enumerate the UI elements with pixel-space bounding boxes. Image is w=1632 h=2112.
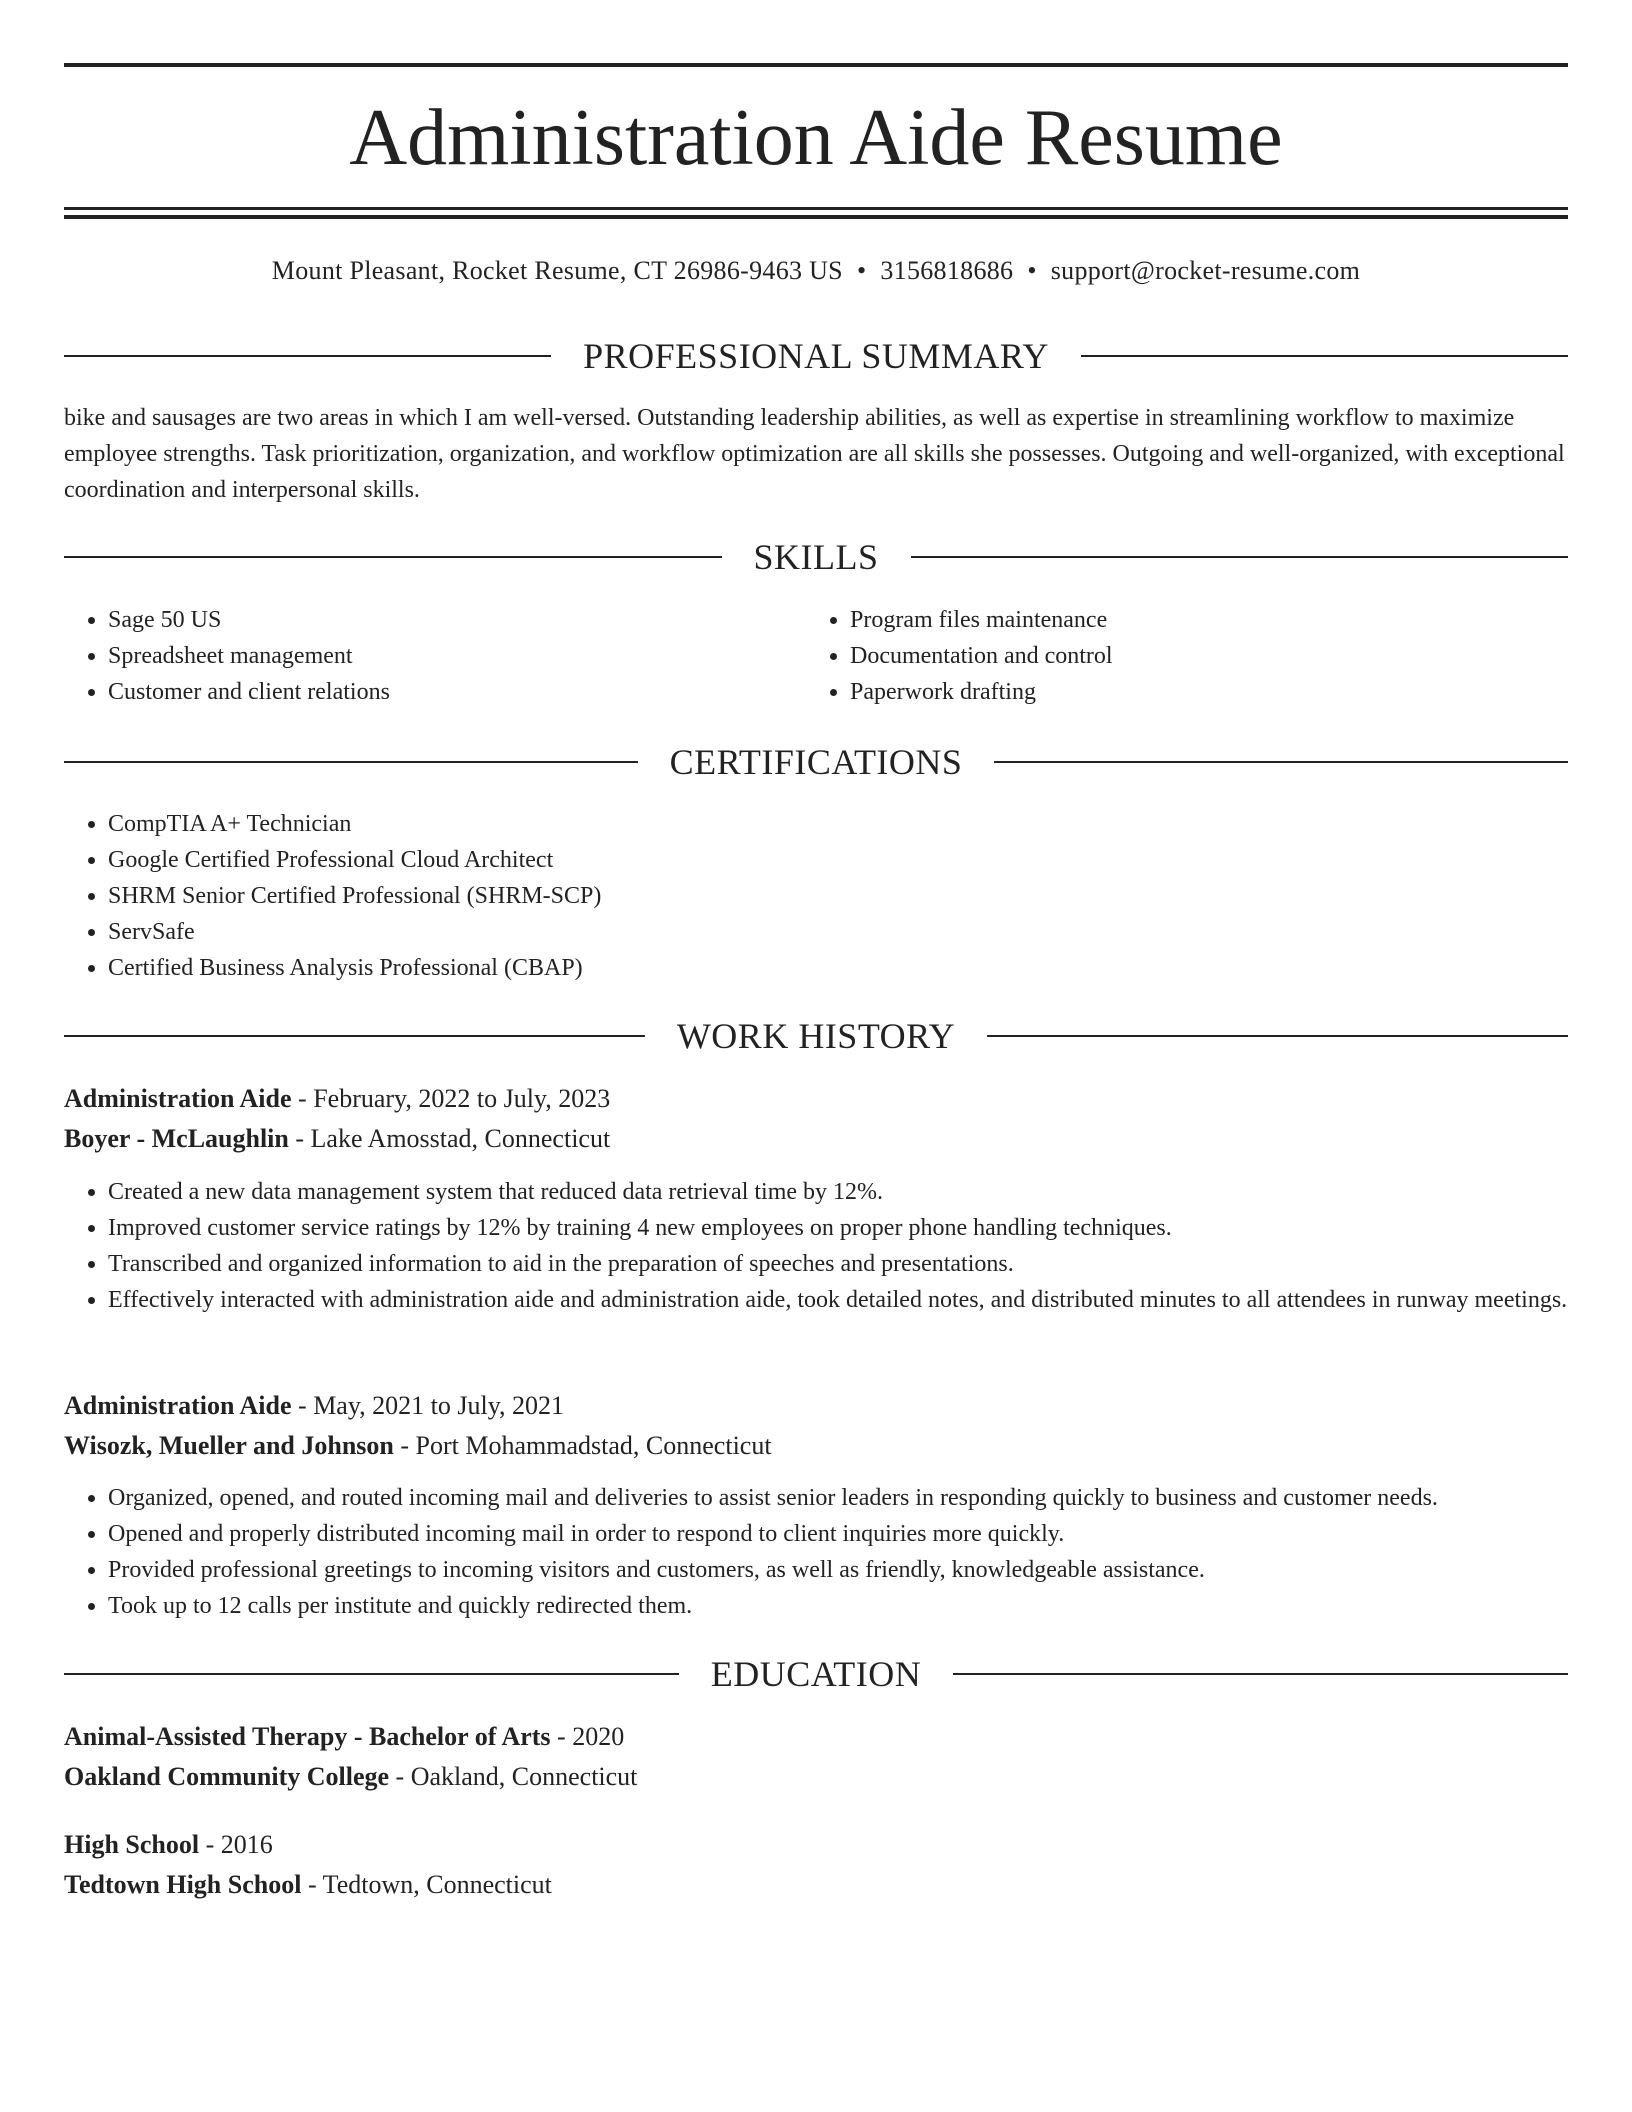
job-company-line — [64, 1119, 1568, 1159]
contact-separator: • — [1027, 256, 1037, 285]
contact-line — [64, 254, 1568, 288]
job-bullets — [64, 1480, 1568, 1624]
job-title: Administration Aide — [64, 1084, 292, 1113]
education-location: - Oakland, Connecticut — [389, 1762, 638, 1791]
job-bullet: • Opened and properly distributed incoming mail in order to respond to client inquiries more quickly. — [108, 1516, 1568, 1552]
certification-item: • CompTIA A+ Technician — [108, 806, 1568, 842]
divider — [987, 1035, 1568, 1037]
job-bullet: • Transcribed and organized information to aid in the preparation of speeches and presentations. — [108, 1246, 1568, 1282]
divider — [64, 1035, 645, 1037]
skill-item: • Documentation and control — [850, 638, 1568, 674]
section-heading-education — [64, 1652, 1568, 1696]
education-degree-line — [64, 1825, 1568, 1865]
page-title: Administration Aide Resume — [349, 94, 1283, 182]
job-bullet: • Effectively interacted with administration aide and administration aide, took detailed notes, and distributed minutes to all attendees in runway meetings. — [108, 1282, 1568, 1318]
job-bullet: • Created a new data management system that reduced data retrieval time by 12%. — [108, 1174, 1568, 1210]
education-degree: Animal-Assisted Therapy - Bachelor of Arts — [64, 1722, 551, 1751]
contact-phone: 3156818686 — [880, 256, 1014, 285]
divider — [994, 761, 1568, 763]
education-school-line — [64, 1865, 1568, 1905]
education-year: - 2020 — [550, 1722, 625, 1751]
section-title: PROFESSIONAL SUMMARY — [583, 336, 1049, 376]
job-bullet: • Provided professional greetings to incoming visitors and customers, as well as friendly, knowledgeable assistance. — [108, 1552, 1568, 1588]
divider — [64, 556, 722, 558]
job-entry — [64, 1386, 1568, 1466]
section-title: SKILLS — [753, 537, 879, 577]
contact-separator: • — [856, 256, 867, 285]
summary-text: bike and sausages are two areas in which I am well-versed. Outstanding leadership abilities, as well as expertise in streamlining workflow to maximize employee strengths. Task prioritization, organization, and workflow optimization are all skills she possesses. Outgoing and well-organized, with exceptional coordination and interpersonal skills. — [64, 405, 1565, 503]
divider — [953, 1673, 1568, 1675]
job-company: Wisozk, Mueller and Johnson — [64, 1431, 394, 1460]
section-heading-work-history — [64, 1014, 1568, 1058]
education-entry — [64, 1825, 1568, 1905]
divider — [64, 355, 551, 357]
job-title-line — [64, 1079, 1568, 1119]
contact-email: support@rocket-resume.com — [1050, 256, 1361, 285]
education-school-line — [64, 1757, 1568, 1797]
section-heading-skills — [64, 535, 1568, 579]
certification-item: • Certified Business Analysis Professional (CBAP) — [108, 950, 1568, 986]
contact-address: Mount Pleasant, Rocket Resume, CT 26986-9463 US — [271, 256, 843, 285]
skill-item: • Program files maintenance — [850, 602, 1568, 638]
education-entry — [64, 1717, 1568, 1797]
education-year: - 2016 — [199, 1830, 273, 1859]
divider — [911, 556, 1569, 558]
job-company: Boyer - McLaughlin — [64, 1124, 289, 1153]
section-title: WORK HISTORY — [676, 1016, 956, 1056]
top-rule — [64, 63, 1568, 67]
job-bullet: • Took up to 12 calls per institute and quickly redirected them. — [108, 1588, 1568, 1624]
section-heading-summary — [64, 334, 1568, 378]
job-bullets — [64, 1174, 1568, 1318]
certification-item: • SHRM Senior Certified Professional (SHRM-SCP) — [108, 878, 1568, 914]
skill-item: • Customer and client relations — [108, 674, 806, 710]
education-school: Tedtown High School — [64, 1870, 302, 1899]
skills-column-right — [806, 602, 1568, 710]
job-bullet: • Improved customer service ratings by 12% by training 4 new employees on proper phone handling techniques. — [108, 1210, 1568, 1246]
title-rule-lower — [64, 215, 1568, 219]
job-bullet: • Organized, opened, and routed incoming mail and deliveries to assist senior leaders in responding quickly to business and customer needs. — [108, 1480, 1568, 1516]
job-location: - Port Mohammadstad, Connecticut — [393, 1431, 772, 1460]
certifications-list — [64, 806, 1568, 986]
skill-item: • Paperwork drafting — [850, 674, 1568, 710]
section-title: EDUCATION — [710, 1654, 922, 1694]
education-degree: High School — [64, 1830, 200, 1859]
skills-grid — [64, 602, 1568, 710]
education-degree-line — [64, 1717, 1568, 1757]
skills-column-left — [64, 602, 806, 710]
education-school: Oakland Community College — [64, 1762, 390, 1791]
education-location: - Tedtown, Connecticut — [301, 1870, 552, 1899]
section-title: CERTIFICATIONS — [669, 742, 963, 782]
divider — [1081, 355, 1568, 357]
job-dates: - February, 2022 to July, 2023 — [291, 1084, 611, 1113]
job-dates: - May, 2021 to July, 2021 — [291, 1391, 565, 1420]
job-title-line — [64, 1386, 1568, 1426]
section-heading-certifications — [64, 740, 1568, 784]
title-rule-upper — [64, 207, 1568, 210]
skill-item: • Spreadsheet management — [108, 638, 806, 674]
divider — [64, 1673, 679, 1675]
divider — [64, 761, 638, 763]
job-entry — [64, 1079, 1568, 1159]
job-company-line — [64, 1426, 1568, 1466]
job-location: - Lake Amosstad, Connecticut — [288, 1124, 611, 1153]
certification-item: • Google Certified Professional Cloud Architect — [108, 842, 1568, 878]
job-title: Administration Aide — [64, 1391, 292, 1420]
certification-item: • ServSafe — [108, 914, 1568, 950]
skill-item: • Sage 50 US — [108, 602, 806, 638]
